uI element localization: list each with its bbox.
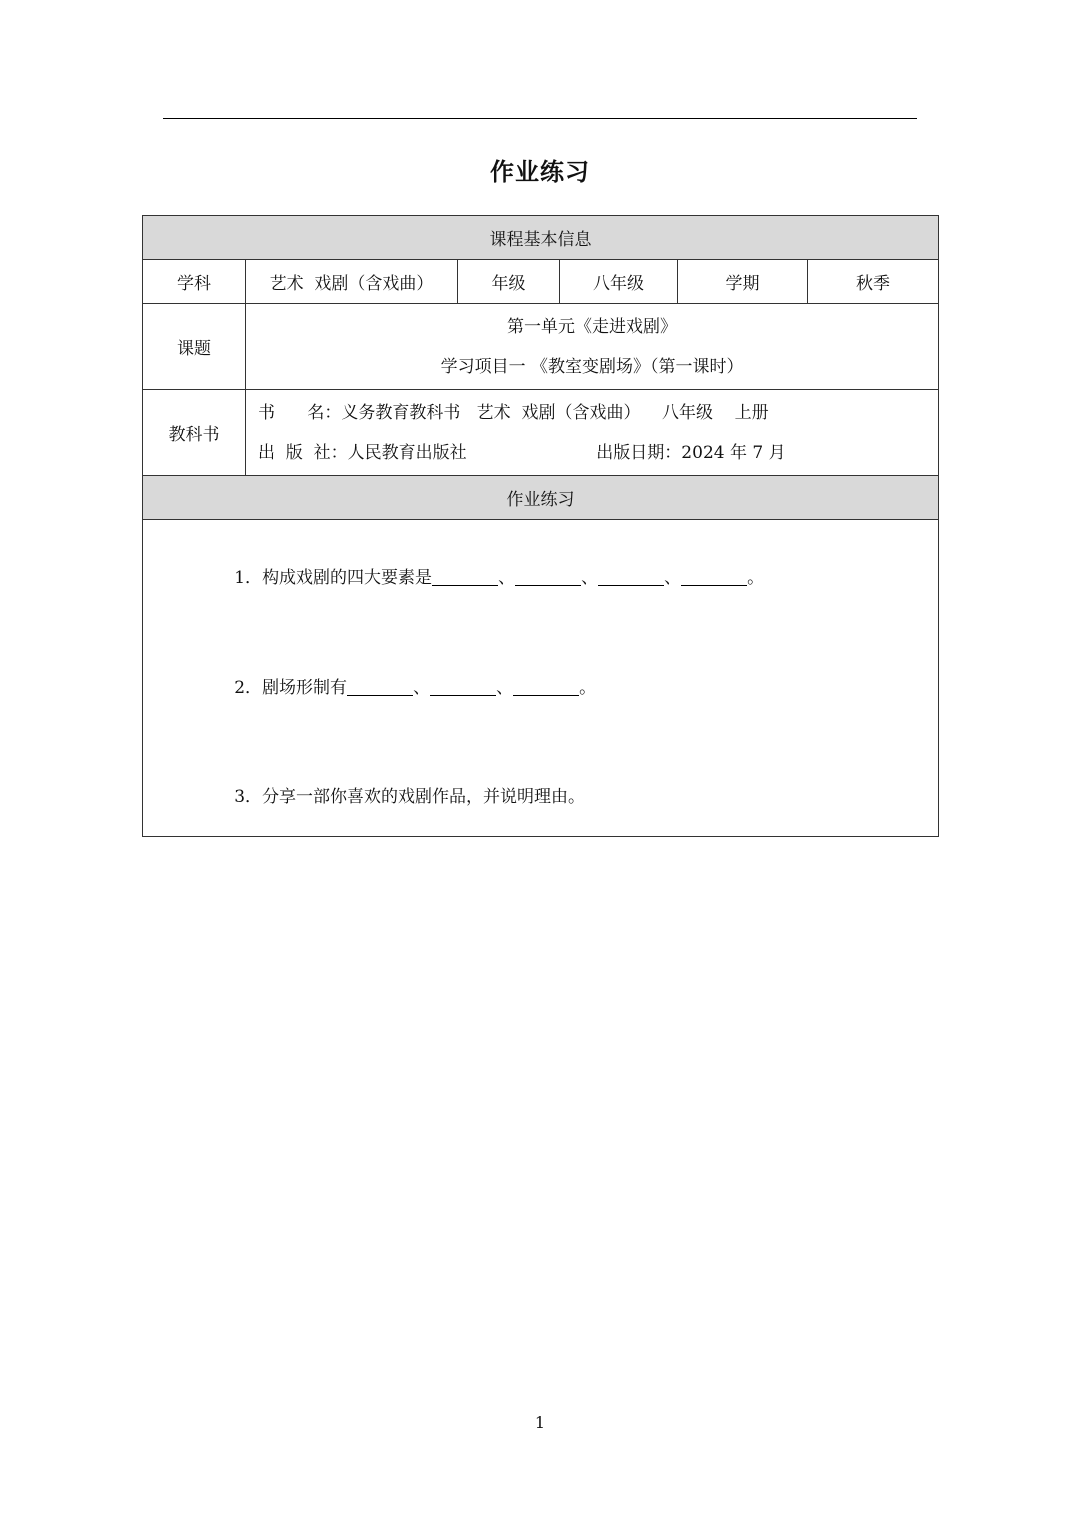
exercise-content [143, 520, 939, 837]
topic-content [246, 304, 939, 390]
page-title: 作业练习 [490, 158, 590, 186]
question-2 [143, 648, 938, 727]
separator: 、 [496, 678, 514, 698]
textbook-content [246, 390, 939, 476]
term-value: 秋季 [808, 260, 939, 304]
exercise-header: 作业练习 [143, 476, 939, 520]
topic-line-unit: 第一单元《走进戏剧》 [507, 316, 678, 337]
grade-label: 年级 [458, 260, 560, 304]
question-number: 3． [234, 787, 263, 807]
answer-blank[interactable] [598, 567, 664, 586]
topic-line-project: 学习项目一 《教室变剧场》（第一课时） [440, 356, 744, 377]
answer-blank[interactable] [681, 567, 747, 586]
question-text: 构成戏剧的四大要素是 [262, 568, 433, 588]
question-3 [143, 758, 938, 836]
answer-blank[interactable] [347, 677, 413, 696]
separator: 、 [664, 568, 682, 588]
textbook-publisher-line: 出 版 社：人民教育出版社 出版日期：2024 年 7 月 [258, 442, 786, 463]
question-1 [143, 538, 938, 617]
separator: 、 [413, 678, 431, 698]
answer-blank[interactable] [515, 567, 581, 586]
question-text: 分享一部你喜欢的戏剧作品，并说明理由。 [262, 787, 586, 807]
term-label: 学期 [678, 260, 808, 304]
question-end: 。 [579, 678, 597, 698]
textbook-title-line: 书 名：义务教育教科书 艺术 戏剧（含戏曲） 八年级 上册 [258, 402, 769, 423]
question-number: 1． [234, 568, 263, 588]
question-text: 剧场形制有 [262, 678, 348, 698]
answer-blank[interactable] [432, 567, 498, 586]
grade-value: 八年级 [560, 260, 678, 304]
page-number: 1 [534, 1413, 546, 1432]
subject-value: 艺术 戏剧（含戏曲） [246, 260, 458, 304]
course-info-header: 课程基本信息 [143, 216, 939, 260]
separator: 、 [581, 568, 599, 588]
answer-blank[interactable] [513, 677, 579, 696]
course-info-table [142, 215, 939, 837]
textbook-label: 教科书 [143, 390, 246, 476]
separator: 、 [498, 568, 516, 588]
topic-label: 课题 [143, 304, 246, 390]
subject-label: 学科 [143, 260, 246, 304]
header-rule [163, 118, 917, 119]
answer-blank[interactable] [430, 677, 496, 696]
question-number: 2． [234, 678, 263, 698]
question-end: 。 [747, 568, 765, 588]
